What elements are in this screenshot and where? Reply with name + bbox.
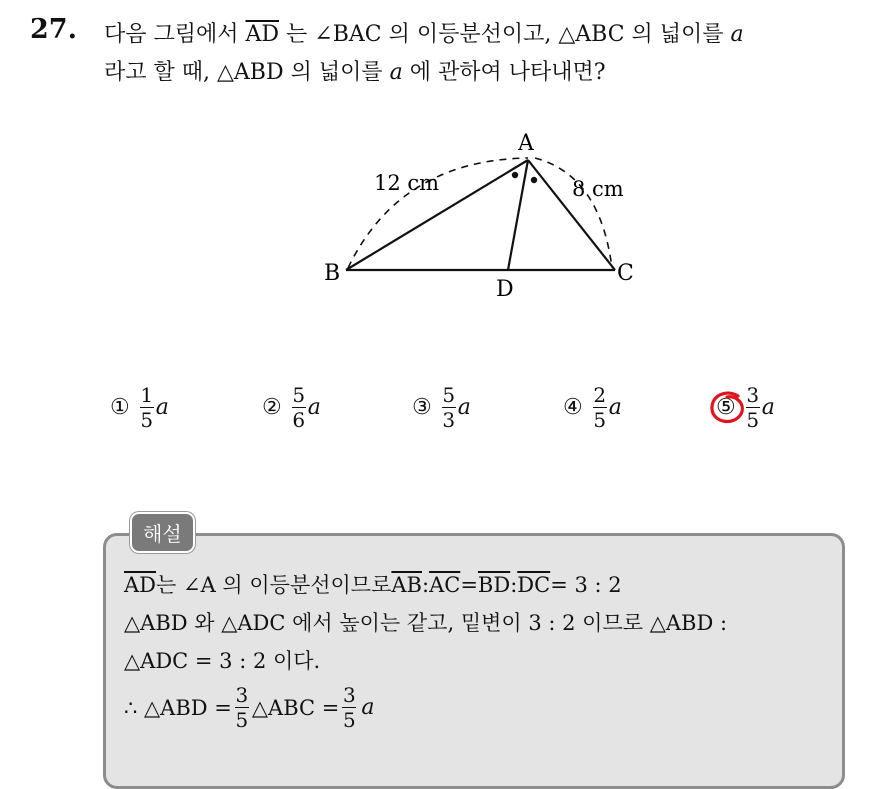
denominator: 5 xyxy=(235,708,249,732)
bisector-ad xyxy=(508,160,528,270)
choice-number-text: ⑤ xyxy=(716,395,736,420)
var-a: a xyxy=(457,395,471,420)
text: : xyxy=(510,573,518,597)
label-a: A xyxy=(518,131,534,156)
answer-choices xyxy=(110,384,830,444)
var-a: a xyxy=(608,395,622,420)
text: △ABC = xyxy=(251,695,340,720)
choice-5[interactable] xyxy=(716,384,775,431)
explanation-line-3: △ADC = 3 : 2 이다. xyxy=(124,649,321,673)
fraction xyxy=(593,384,607,431)
var-a: a xyxy=(730,22,744,47)
denominator: 5 xyxy=(593,408,607,432)
denominator: 5 xyxy=(140,408,154,432)
choice-number: ② xyxy=(262,395,282,420)
explanation-box xyxy=(103,533,845,789)
question-text xyxy=(104,16,874,92)
numerator: 5 xyxy=(442,383,456,407)
var-a: a xyxy=(307,395,321,420)
choice-2[interactable] xyxy=(262,384,321,431)
denominator: 5 xyxy=(746,408,760,432)
segment-ab: $\overline{AB}$ xyxy=(391,573,422,597)
explanation-line-2: △ABD 와 △ADC 에서 높이는 같고, 밑변이 3 : 2 이므로 △ABD : xyxy=(124,611,728,635)
text: : xyxy=(422,573,430,597)
var-a: a xyxy=(361,694,375,720)
fraction xyxy=(292,384,306,431)
numerator: 5 xyxy=(292,383,306,407)
choice-1[interactable] xyxy=(110,384,169,431)
fraction xyxy=(342,684,356,731)
text: ∴ △ABD = xyxy=(124,695,232,720)
q-line2-post: 에 관하여 나타내면? xyxy=(402,60,606,85)
denominator: 6 xyxy=(292,408,306,432)
text: = xyxy=(460,573,478,597)
explanation-line-4 xyxy=(124,684,727,731)
explanation-line-1 xyxy=(124,566,727,604)
var-a: a xyxy=(761,395,775,420)
fraction xyxy=(140,384,154,431)
choice-number xyxy=(716,395,736,420)
fraction xyxy=(442,384,456,431)
segment-ad: $\overline{AD}$ xyxy=(245,22,280,47)
explanation-text xyxy=(124,566,727,731)
choice-number: ① xyxy=(110,395,130,420)
fraction xyxy=(235,684,249,731)
segment-ad: $\overline{AD}$ xyxy=(124,573,157,597)
segment-ac: $\overline{AC}$ xyxy=(429,573,461,597)
numerator: 2 xyxy=(593,383,607,407)
angle-mark-2 xyxy=(531,177,537,183)
angle-mark-1 xyxy=(512,172,518,178)
var-a: a xyxy=(389,60,403,85)
segment-bd: $\overline{BD}$ xyxy=(477,573,511,597)
label-b: B xyxy=(324,261,341,286)
var-a: a xyxy=(155,395,169,420)
label-d: D xyxy=(496,277,514,302)
numerator: 3 xyxy=(235,683,249,707)
label-c: C xyxy=(617,261,634,286)
selected-circle-mark xyxy=(705,386,749,430)
explanation-tag: 해설 xyxy=(130,512,195,553)
choice-4[interactable] xyxy=(563,384,622,431)
label-12cm: 12 cm xyxy=(374,171,440,195)
numerator: 1 xyxy=(140,383,154,407)
segment-dc: $\overline{DC}$ xyxy=(517,573,551,597)
text: 는 ∠A 의 이등분선이므로 xyxy=(156,573,392,597)
q-line1-mid: 는 ∠BAC 의 이등분선이고, △ABC 의 넓이를 xyxy=(279,22,731,47)
numerator: 3 xyxy=(343,683,356,707)
denominator: 3 xyxy=(442,408,456,432)
choice-number: ③ xyxy=(412,395,432,420)
numerator: 3 xyxy=(746,383,760,407)
q-line2-pre: 라고 할 때, △ABD 의 넓이를 xyxy=(104,60,390,85)
choice-number: ④ xyxy=(563,395,583,420)
choice-3[interactable] xyxy=(412,384,471,431)
triangle-figure xyxy=(310,120,650,310)
denominator: 5 xyxy=(343,708,356,732)
q-line1-pre: 다음 그림에서 xyxy=(104,22,246,47)
label-8cm: 8 cm xyxy=(572,177,624,201)
text: = 3 : 2 xyxy=(550,573,622,597)
question-number: 27. xyxy=(30,14,77,45)
